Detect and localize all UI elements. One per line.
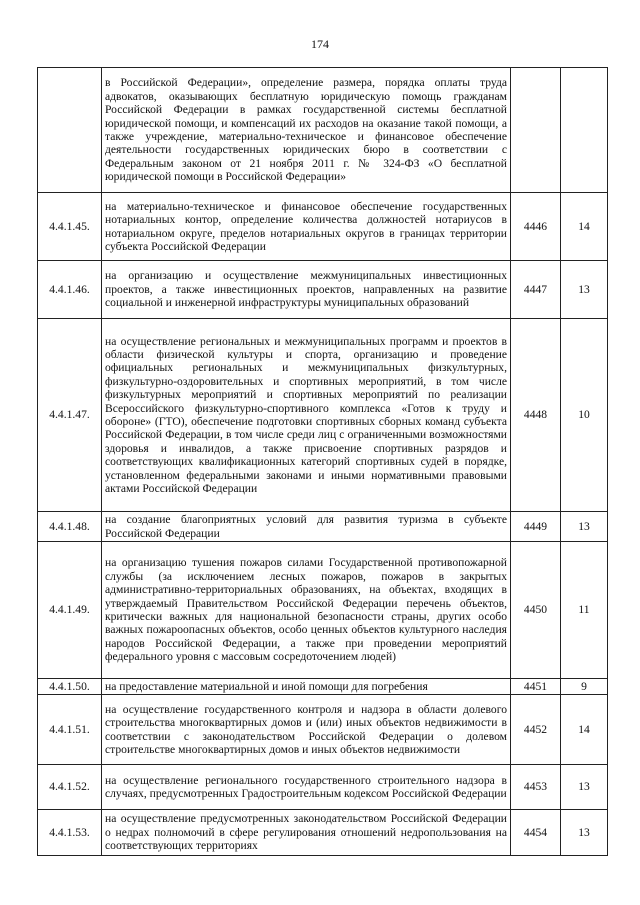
table-row — [38, 810, 608, 856]
row-code: 4.4.1.49. — [38, 542, 102, 679]
row-text: на осуществление региональных и межмуниципальных программ и проектов в области физической культуры и спорта, организацию и проведение официальных региональных и межмуниципальных физкультурных, физкультурно-оздоровительных и спортивных мероприятий, в том числе физкультурных мероприятий и спортивных мероприятий по реализации Всероссийского физкультурно-спортивного комплекса «Готов к труду и обороне» (ГТО), обеспечение подготовки спортивных сборных команд субъекта Российской Федерации, в том числе среди лиц с ограниченными возможностями здоровья и инвалидов, а также присвоение спортивных разрядов и соответствующих квалификационных категорий спортивных судей в порядке, установленном федеральными законами и иными нормативными правовыми актами Российской Федерации — [102, 319, 511, 512]
table-row — [38, 261, 608, 319]
row-code: 4.4.1.45. — [38, 193, 102, 261]
table-row — [38, 765, 608, 810]
table-row — [38, 695, 608, 765]
row-number: 4453 — [511, 765, 561, 810]
row-column-value: 9 — [561, 679, 608, 695]
row-text: на организацию тушения пожаров силами Государственной противопожарной службы (за исключением лесных пожаров, пожаров в закрытых административно-территориальных образованиях, на объектах, входящих в утверждаемый Правительством Российской Федерации перечень объектов, критически важных для национальной безопасности страны, других особо важных пожароопасных объектов, особо ценных объектов культурного наследия народов Российской Федерации, а также при проведении мероприятий федерального уровня с массовым сосредоточением людей) — [102, 542, 511, 679]
row-number: 4452 — [511, 695, 561, 765]
row-number: 4446 — [511, 193, 561, 261]
row-code: 4.4.1.48. — [38, 512, 102, 542]
row-number: 4451 — [511, 679, 561, 695]
table-row — [38, 319, 608, 512]
row-code: 4.4.1.46. — [38, 261, 102, 319]
row-text: на предоставление материальной и иной помощи для погребения — [102, 679, 511, 695]
row-column-value: 14 — [561, 193, 608, 261]
row-column-value: 13 — [561, 765, 608, 810]
row-code: 4.4.1.47. — [38, 319, 102, 512]
table-row — [38, 193, 608, 261]
row-text: на осуществление регионального государственного строительного надзора в случаях, предусмотренных Градостроительным кодексом Российской Федерации — [102, 765, 511, 810]
row-number: 4449 — [511, 512, 561, 542]
table-row — [38, 68, 608, 193]
row-column-value: 13 — [561, 810, 608, 856]
row-number — [511, 68, 561, 193]
row-text: на материально-техническое и финансовое обеспечение государственных нотариальных контор, определение количества должностей нотариусов в нотариальном округе, пределов нотариальных округов в границах территории субъекта Российской Федерации — [102, 193, 511, 261]
row-text: на осуществление предусмотренных законодательством Российской Федерации о недрах полномочий в сфере регулирования отношений недропользования на соответствующих территориях — [102, 810, 511, 856]
table-body — [38, 68, 608, 856]
table-row — [38, 542, 608, 679]
row-code: 4.4.1.50. — [38, 679, 102, 695]
row-column-value — [561, 68, 608, 193]
row-column-value: 11 — [561, 542, 608, 679]
row-text: на создание благоприятных условий для развития туризма в субъекте Российской Федерации — [102, 512, 511, 542]
row-text: на осуществление государственного контроля и надзора в области долевого строительства многоквартирных домов и (или) иных объектов недвижимости в соответствии с законодательством Российской Федерации о долевом строительстве многоквартирных домов и иных объектов недвижимости — [102, 695, 511, 765]
table-row — [38, 679, 608, 695]
row-column-value: 10 — [561, 319, 608, 512]
row-number: 4447 — [511, 261, 561, 319]
row-column-value: 14 — [561, 695, 608, 765]
row-text: на организацию и осуществление межмуниципальных инвестиционных проектов, а также инвестиционных проектов, направленных на развитие социальной и инженерной инфраструктуры муниципальных образований — [102, 261, 511, 319]
row-text: в Российской Федерации», определение размера, порядка оплаты труда адвокатов, оказывающих бесплатную юридическую помощь гражданам Российской Федерации в рамках государственной системы бесплатной юридической помощи, и компенсаций их расходов на оказание такой помощи, а также учреждение, материально-техническое и финансовое обеспечение деятельности государственных юридических бюро в соответствии с Федеральным законом от 21 ноября 2011 г. № 324-ФЗ «О бесплатной юридической помощи в Российской Федерации» — [102, 68, 511, 193]
row-number: 4448 — [511, 319, 561, 512]
row-column-value: 13 — [561, 512, 608, 542]
row-code: 4.4.1.52. — [38, 765, 102, 810]
powers-table — [37, 67, 608, 856]
row-number: 4454 — [511, 810, 561, 856]
table-row — [38, 512, 608, 542]
row-code: 4.4.1.53. — [38, 810, 102, 856]
row-column-value: 13 — [561, 261, 608, 319]
row-code — [38, 68, 102, 193]
row-code: 4.4.1.51. — [38, 695, 102, 765]
page-number: 174 — [311, 37, 329, 51]
row-number: 4450 — [511, 542, 561, 679]
